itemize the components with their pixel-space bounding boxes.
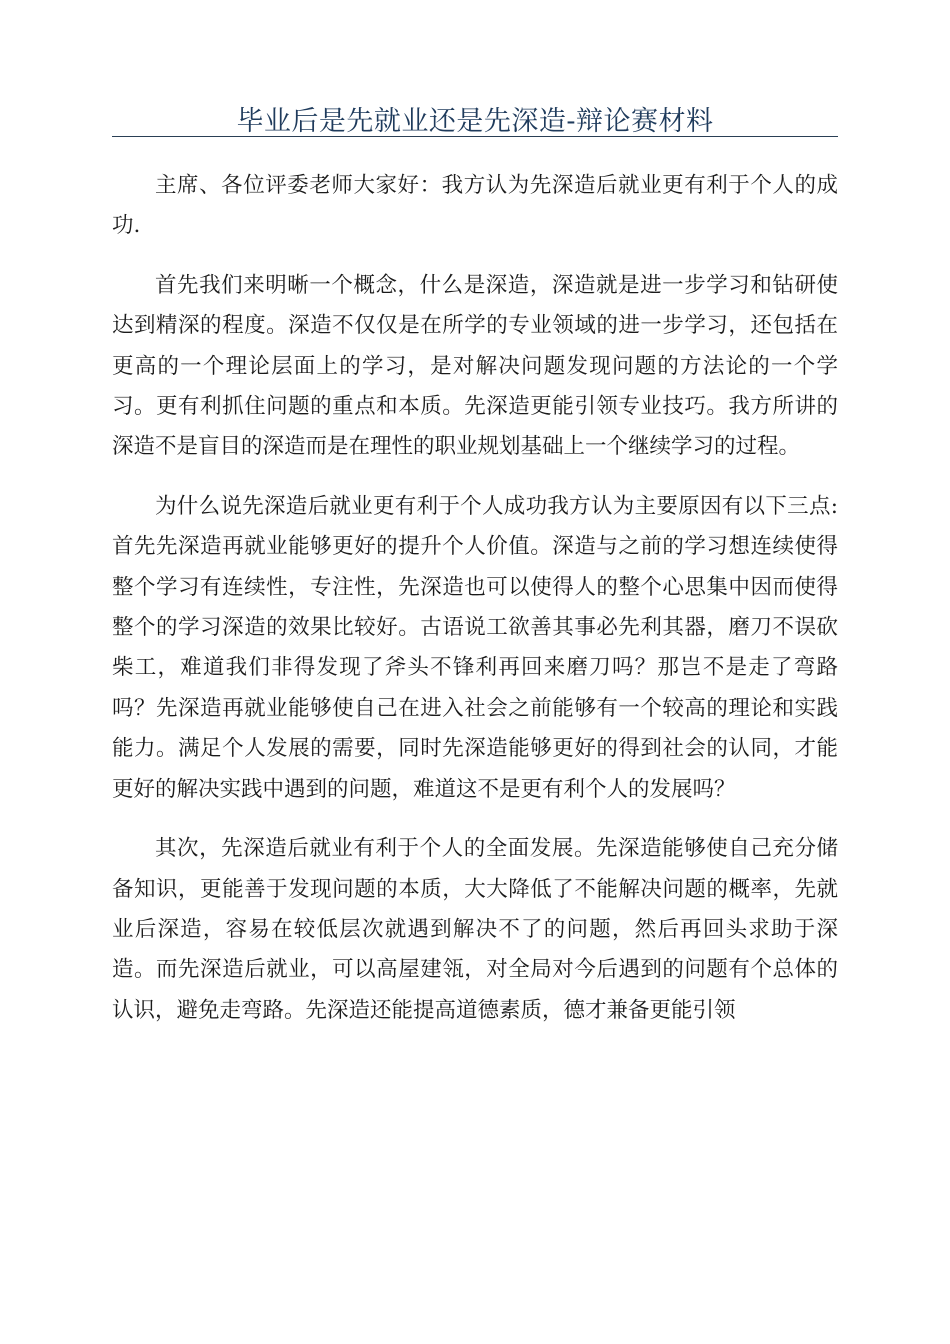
- document-body: [112, 166, 838, 1050]
- document-title: 毕业后是先就业还是先深造-辩论赛材料: [236, 106, 714, 137]
- paragraph-definition: 首先我们来明晰一个概念，什么是深造，深造就是进一步学习和钻研使达到精深的程度。深造不仅仅是在所学的专业领域的进一步学习，还包括在更高的一个理论层面上的学习，是对解决问题发现问题的方法论的一个学习。更有利抓住问题的重点和本质。先深造更能引领专业技巧。我方所讲的深造不是盲目的深造而是在理性的职业规划基础上一个继续学习的过程。: [112, 272, 838, 460]
- paragraph-opening: 主席、各位评委老师大家好：我方认为先深造后就业更有利于个人的成功.: [112, 173, 838, 239]
- paragraph-reason-two: 其次，先深造后就业有利于个人的全面发展。先深造能够使自己充分储备知识，更能善于发现问题的本质，大大降低了不能解决问题的概率，先就业后深造，容易在较低层次就遇到解决不了的问题，然后再回头求助于深造。而先深造后就业，可以高屋建瓴，对全局对今后遇到的问题有个总体的认识，避免走弯路。先深造还能提高道德素质，德才兼备更能引领: [112, 836, 838, 1023]
- title-underline: [112, 136, 838, 137]
- paragraph-reason-one: 为什么说先深造后就业更有利于个人成功我方认为主要原因有以下三点:首先先深造再就业能够更好的提升个人价值。深造与之前的学习想连续使得整个学习有连续性，专注性，先深造也可以使得人的整个心思集中因而使得整个的学习深造的效果比较好。古语说工欲善其事必先利其器，磨刀不误砍柴工，难道我们非得发现了斧头不锋利再回来磨刀吗？那岂不是走了弯路吗？先深造再就业能够使自己在进入社会之前能够有一个较高的理论和实践能力。满足个人发展的需要，同时先深造能够更好的得到社会的认同，才能更好的解决实践中遇到的问题，难道这不是更有利个人的发展吗？: [112, 493, 838, 802]
